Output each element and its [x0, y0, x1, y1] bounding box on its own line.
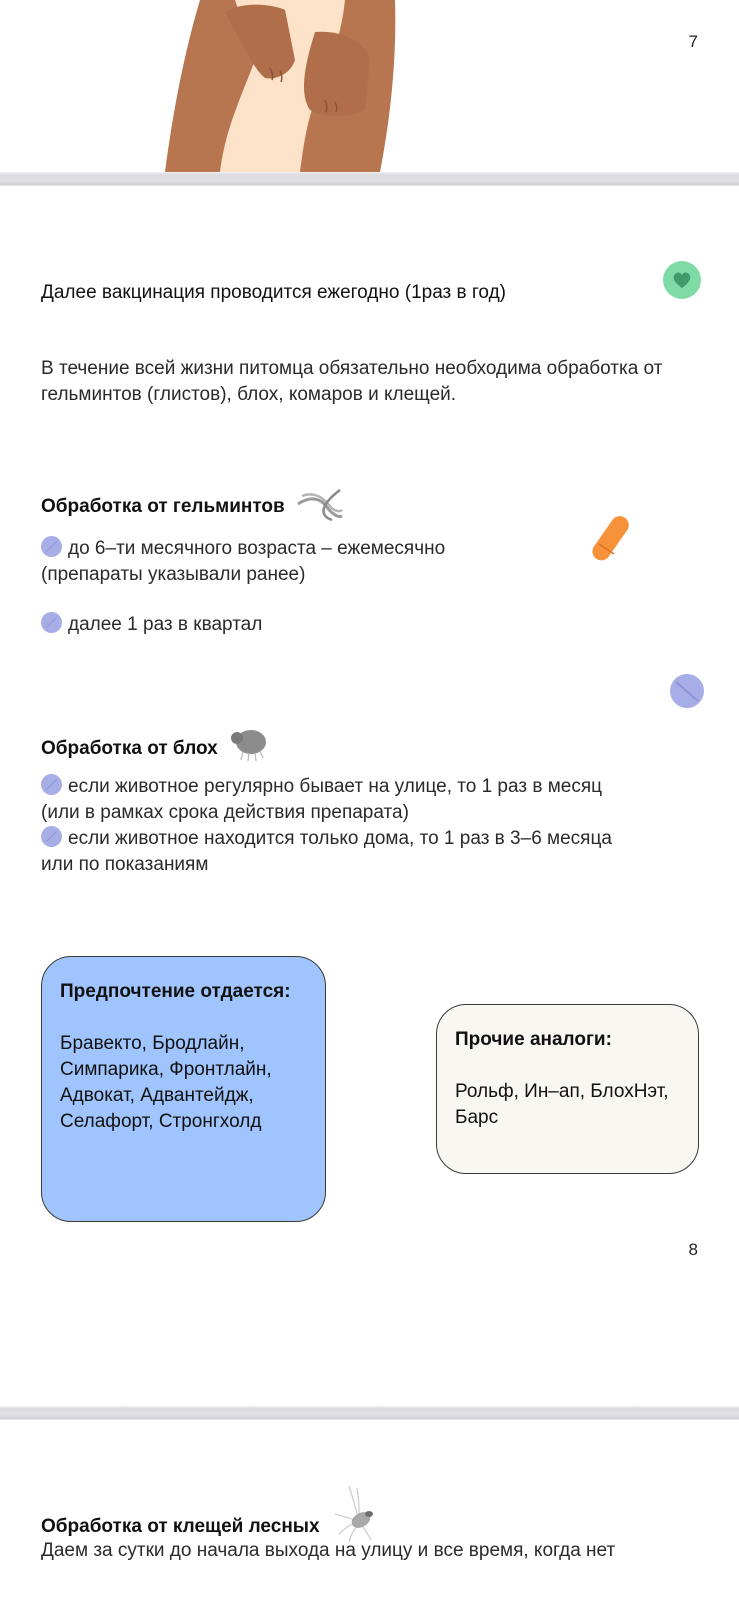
blue-pill-icon — [669, 673, 705, 709]
page-separator — [0, 1406, 739, 1420]
page-separator — [0, 172, 739, 186]
pill-bullet-icon — [41, 826, 62, 847]
pill-bullet-icon — [41, 612, 62, 633]
other-analogs-box — [436, 1004, 699, 1174]
page-7 — [0, 0, 739, 172]
flea-icon — [229, 726, 269, 762]
helminths-heading: Обработка от гельминтов — [41, 486, 344, 522]
vaccination-note: Далее вакцинация проводится ежегодно (1раз в год) — [41, 282, 506, 303]
page-9 — [0, 1420, 739, 1600]
fleas-heading: Обработка от блох — [41, 726, 269, 762]
preferred-drugs-title: Предпочтение отдается: — [60, 981, 291, 1002]
ticks-text: Даем за сутки до начала выхода на улицу и все время, когда нет — [41, 1540, 616, 1561]
orange-pill-icon — [590, 512, 634, 564]
cat-illustration — [165, 0, 405, 172]
preferred-drugs-box — [41, 956, 326, 1222]
tick-icon — [329, 1484, 377, 1544]
pill-bullet-icon — [41, 774, 62, 795]
preferred-drugs-list: Бравекто, Бродлайн, Симпарика, Фронтлайн, Адвокат, Адвантейдж, Селафорт, Стронгхолд — [60, 1033, 272, 1132]
ticks-heading: Обработка от клещей лесных — [41, 1484, 377, 1544]
other-analogs-title: Прочие аналоги: — [455, 1029, 612, 1050]
worm-icon — [296, 486, 344, 522]
fleas-item-1: если животное регулярно бывает на улице, то 1 раз в месяц (или в рамках срока действия препарата) — [41, 776, 603, 823]
page-number: 7 — [688, 32, 698, 51]
page-8 — [0, 186, 739, 1406]
other-analogs-list: Рольф, Ин–ап, БлохНэт, Барс — [455, 1081, 669, 1128]
lifetime-note: В течение всей жизни питомца обязательно необходима обработка от гельминтов (глистов), блох, комаров и клещей. — [41, 358, 663, 405]
helminths-item-2: далее 1 раз в квартал — [41, 612, 262, 638]
heart-pill-icon — [662, 260, 702, 300]
helminths-item-1: до 6–ти месячного возраста – ежемесячно (препараты указывали ранее) — [41, 538, 446, 585]
fleas-item-2: если животное находится только дома, то 1 раз в 3–6 месяца или по показаниям — [41, 828, 612, 875]
pill-bullet-icon — [41, 536, 62, 557]
page-number: 8 — [688, 1240, 698, 1259]
